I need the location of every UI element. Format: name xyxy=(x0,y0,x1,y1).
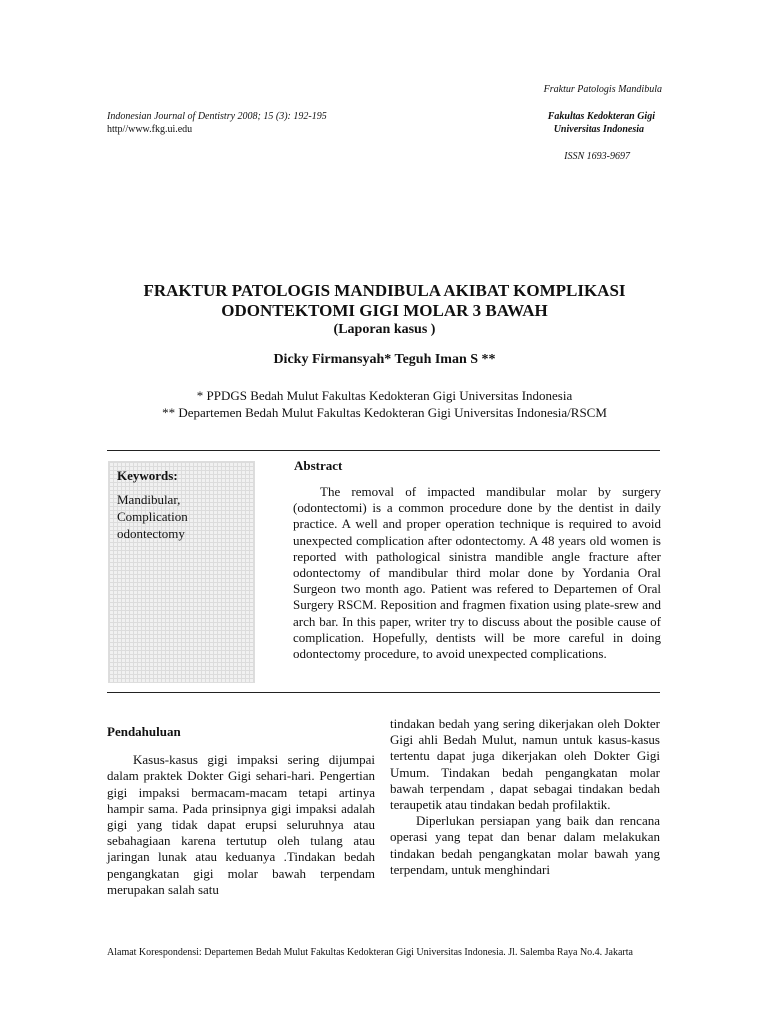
keywords-box xyxy=(108,461,255,683)
body-column-right xyxy=(390,716,660,878)
keywords-list xyxy=(117,491,188,542)
article-title-line-2: ODONTEKTOMI GIGI MOLAR 3 BAWAH xyxy=(221,301,548,320)
section-heading-pendahuluan: Pendahuluan xyxy=(107,724,181,739)
issn: ISSN 1693-9697 xyxy=(564,151,630,162)
faculty-name: Fakultas Kedokteran Gigi xyxy=(547,111,655,122)
article-subtitle: (Laporan kasus ) xyxy=(333,322,436,337)
divider-top xyxy=(107,450,660,451)
authors: Dicky Firmansyah* Teguh Iman S ** xyxy=(273,352,496,367)
keyword-item: Mandibular, xyxy=(117,492,181,507)
keywords-title: Keywords: xyxy=(117,468,178,483)
correspondence-footer: Alamat Korespondensi: Departemen Bedah Mulut Fakultas Kedokteran Gigi Universitas Indonesia. Jl. Salemba Raya No.4. Jakarta xyxy=(107,947,633,958)
article-title xyxy=(107,281,662,321)
keyword-item: Complication xyxy=(117,509,188,524)
university-name: Universitas Indonesia xyxy=(553,124,644,135)
body-paragraph: Kasus-kasus gigi impaksi sering dijumpai dalam praktek Dokter Gigi sehari-hari. Pengertian gigi impaksi bermacam-macam tetapi artinya hampir sama. Pada prinsipnya gigi impaksi adalah gigi yang tidak dapat erupsi seluruhnya atau sebahagiaan karena tertutup oleh tulang atau jaringan lunak atau keduanya .Tindakan bedah pengangkatan gigi molar bawah terpendam merupakan salah satu xyxy=(107,752,375,897)
affiliations xyxy=(107,387,662,421)
body-paragraph: Diperlukan persiapan yang baik dan rencana operasi yang tepat dan benar dalam melakukan tindakan bedah pengangkatan molar bawah yang terpendam, untuk menghindari xyxy=(390,813,660,877)
divider-bottom xyxy=(107,692,660,693)
running-head: Fraktur Patologis Mandibula xyxy=(543,84,662,95)
article-title-line-1: FRAKTUR PATOLOGIS MANDIBULA AKIBAT KOMPLIKASI xyxy=(143,281,626,300)
affiliation-1: * PPDGS Bedah Mulut Fakultas Kedokteran Gigi Universitas Indonesia xyxy=(196,388,573,403)
affiliation-2: ** Departemen Bedah Mulut Fakultas Kedokteran Gigi Universitas Indonesia/RSCM xyxy=(162,405,607,420)
journal-citation: Indonesian Journal of Dentistry 2008; 15 (3): 192-195 xyxy=(107,111,327,122)
abstract-body: The removal of impacted mandibular molar by surgery (odontectomi) is a common procedure done by the dentist in daily practice. A well and proper operation technique is required to avoid unexpected complication after odontectomy. A 48 years old women is reported with pathological sinistra mandible angle fracture after odontectomy of mandibular third molar done by Yordania Oral Surgeon two month ago. Patient was refered to Departemen of Oral Surgery RSCM. Reposition and fragmen fixation using plate-srew and arch bar. In this paper, writer try to discuss about the posible cause of complication. Hopefully, dentists will be more careful in doing odontectomy procedure, to avoid unexpected complications. xyxy=(293,484,661,662)
journal-url: http//www.fkg.ui.edu xyxy=(107,124,193,135)
abstract-title: Abstract xyxy=(294,458,343,473)
body-paragraph: tindakan bedah yang sering dikerjakan oleh Dokter Gigi ahli Bedah Mulut, namun untuk kasus-kasus tertentu dapat juga dikerjakan oleh Dokter Gigi Umum. Tindakan bedah pengangkatan molar bawah terpendam , dapat sebagai tindakan bedah teraupetik atau tindakan bedah profilaktik. xyxy=(390,716,660,813)
body-column-left xyxy=(107,724,375,898)
keyword-item: odontectomy xyxy=(117,526,185,541)
